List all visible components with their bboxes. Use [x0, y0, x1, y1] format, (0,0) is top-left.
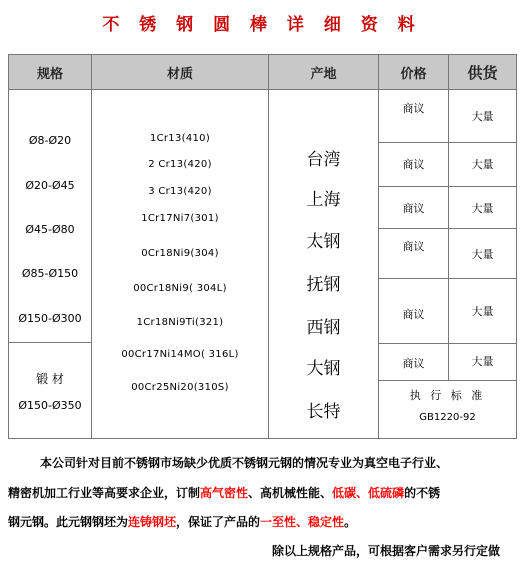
material-cell: 00Cr25Ni20(310S): [131, 382, 229, 393]
price-cell: 商议: [379, 344, 449, 381]
material-cell: 0Cr18Ni9(304): [141, 248, 219, 259]
origin-cell: 西钢: [306, 318, 341, 338]
description-line-3: [0, 513, 524, 530]
header-material: 材质: [92, 55, 269, 90]
text-span: ，保证了产品的: [176, 515, 261, 529]
supply-cell: 大量: [449, 90, 516, 143]
origin-cell: 上海: [306, 190, 341, 210]
description-line-1: 本公司针对目前不锈钢市场缺少优质不锈钢元钢的情况专业为真空电子行业、: [40, 456, 449, 470]
origin-cell: 长特: [306, 402, 341, 422]
spec-cell: Ø8-Ø20: [28, 134, 72, 147]
material-cell: 2 Cr13(420): [148, 159, 212, 170]
highlight-text: 连铸钢坯: [128, 515, 177, 529]
origin-cell: 大钢: [306, 359, 341, 379]
description-line-4: 除以上规格产品，可根据客户需求另行定做: [271, 544, 500, 558]
spec-cell: Ø20-Ø45: [25, 179, 75, 192]
text-span: 、高机械性能、: [248, 486, 333, 500]
header-price: 价格: [379, 55, 449, 90]
origin-cell: 抚钢: [306, 275, 341, 295]
divider: [9, 342, 91, 343]
supply-cell: 大量: [449, 229, 516, 279]
highlight-text: 高气密性: [200, 486, 249, 500]
spec-table: [8, 54, 517, 439]
origin-column: [269, 90, 379, 438]
price-cell: 商议: [379, 187, 449, 229]
description-line-2: [0, 484, 524, 501]
origin-cell: 台湾: [306, 150, 341, 170]
text-span: 钢元钢。此元钢钢坯为: [8, 515, 129, 529]
price-cell: 商议: [379, 90, 449, 143]
standard-code: GB1220-92: [419, 412, 476, 423]
forged-size: Ø150-Ø350: [18, 399, 82, 412]
standard-label: 执 行 标 准: [409, 389, 486, 402]
text-span: 。: [344, 515, 357, 529]
text-span: 的不锈: [404, 486, 441, 500]
standard-cell: [379, 381, 516, 438]
material-cell: 00Cr18Ni9( 304L): [133, 283, 227, 294]
spec-cell: Ø150-Ø300: [18, 312, 82, 325]
spec-cell: Ø85-Ø150: [21, 267, 79, 280]
spec-cell: Ø45-Ø80: [25, 223, 75, 236]
highlight-text: 低碳、低硫磷: [332, 486, 405, 500]
material-cell: 1Cr18Ni9Ti(321): [136, 317, 224, 328]
forged-label: 锻 材: [36, 372, 64, 386]
header-spec: 规格: [9, 55, 92, 90]
material-cell: 00Cr17Ni14MO( 316L): [121, 349, 239, 360]
spec-column: [9, 90, 92, 438]
material-cell: 1Cr17Ni7(301): [141, 213, 219, 224]
page-title: 不 锈 钢 圆 棒 详 细 资 料: [102, 15, 422, 35]
text-span: 精密机加工行业等高要求企业，订制: [8, 486, 201, 500]
supply-cell: 大量: [449, 279, 516, 344]
supply-cell: 大量: [449, 187, 516, 229]
material-cell: 3 Cr13(420): [148, 186, 212, 197]
header-origin: 产地: [269, 55, 379, 90]
highlight-text: 一至性、稳定性: [260, 515, 345, 529]
supply-cell: 大量: [449, 143, 516, 187]
header-supply: 供货: [449, 55, 516, 90]
material-cell: 1Cr13(410): [149, 133, 211, 144]
price-cell: 商议: [379, 279, 449, 344]
origin-cell: 太钢: [306, 232, 341, 252]
price-cell: 商议: [379, 143, 449, 187]
material-column: [92, 90, 269, 438]
price-cell: 商议: [379, 229, 449, 279]
supply-cell: 大量: [449, 344, 516, 381]
